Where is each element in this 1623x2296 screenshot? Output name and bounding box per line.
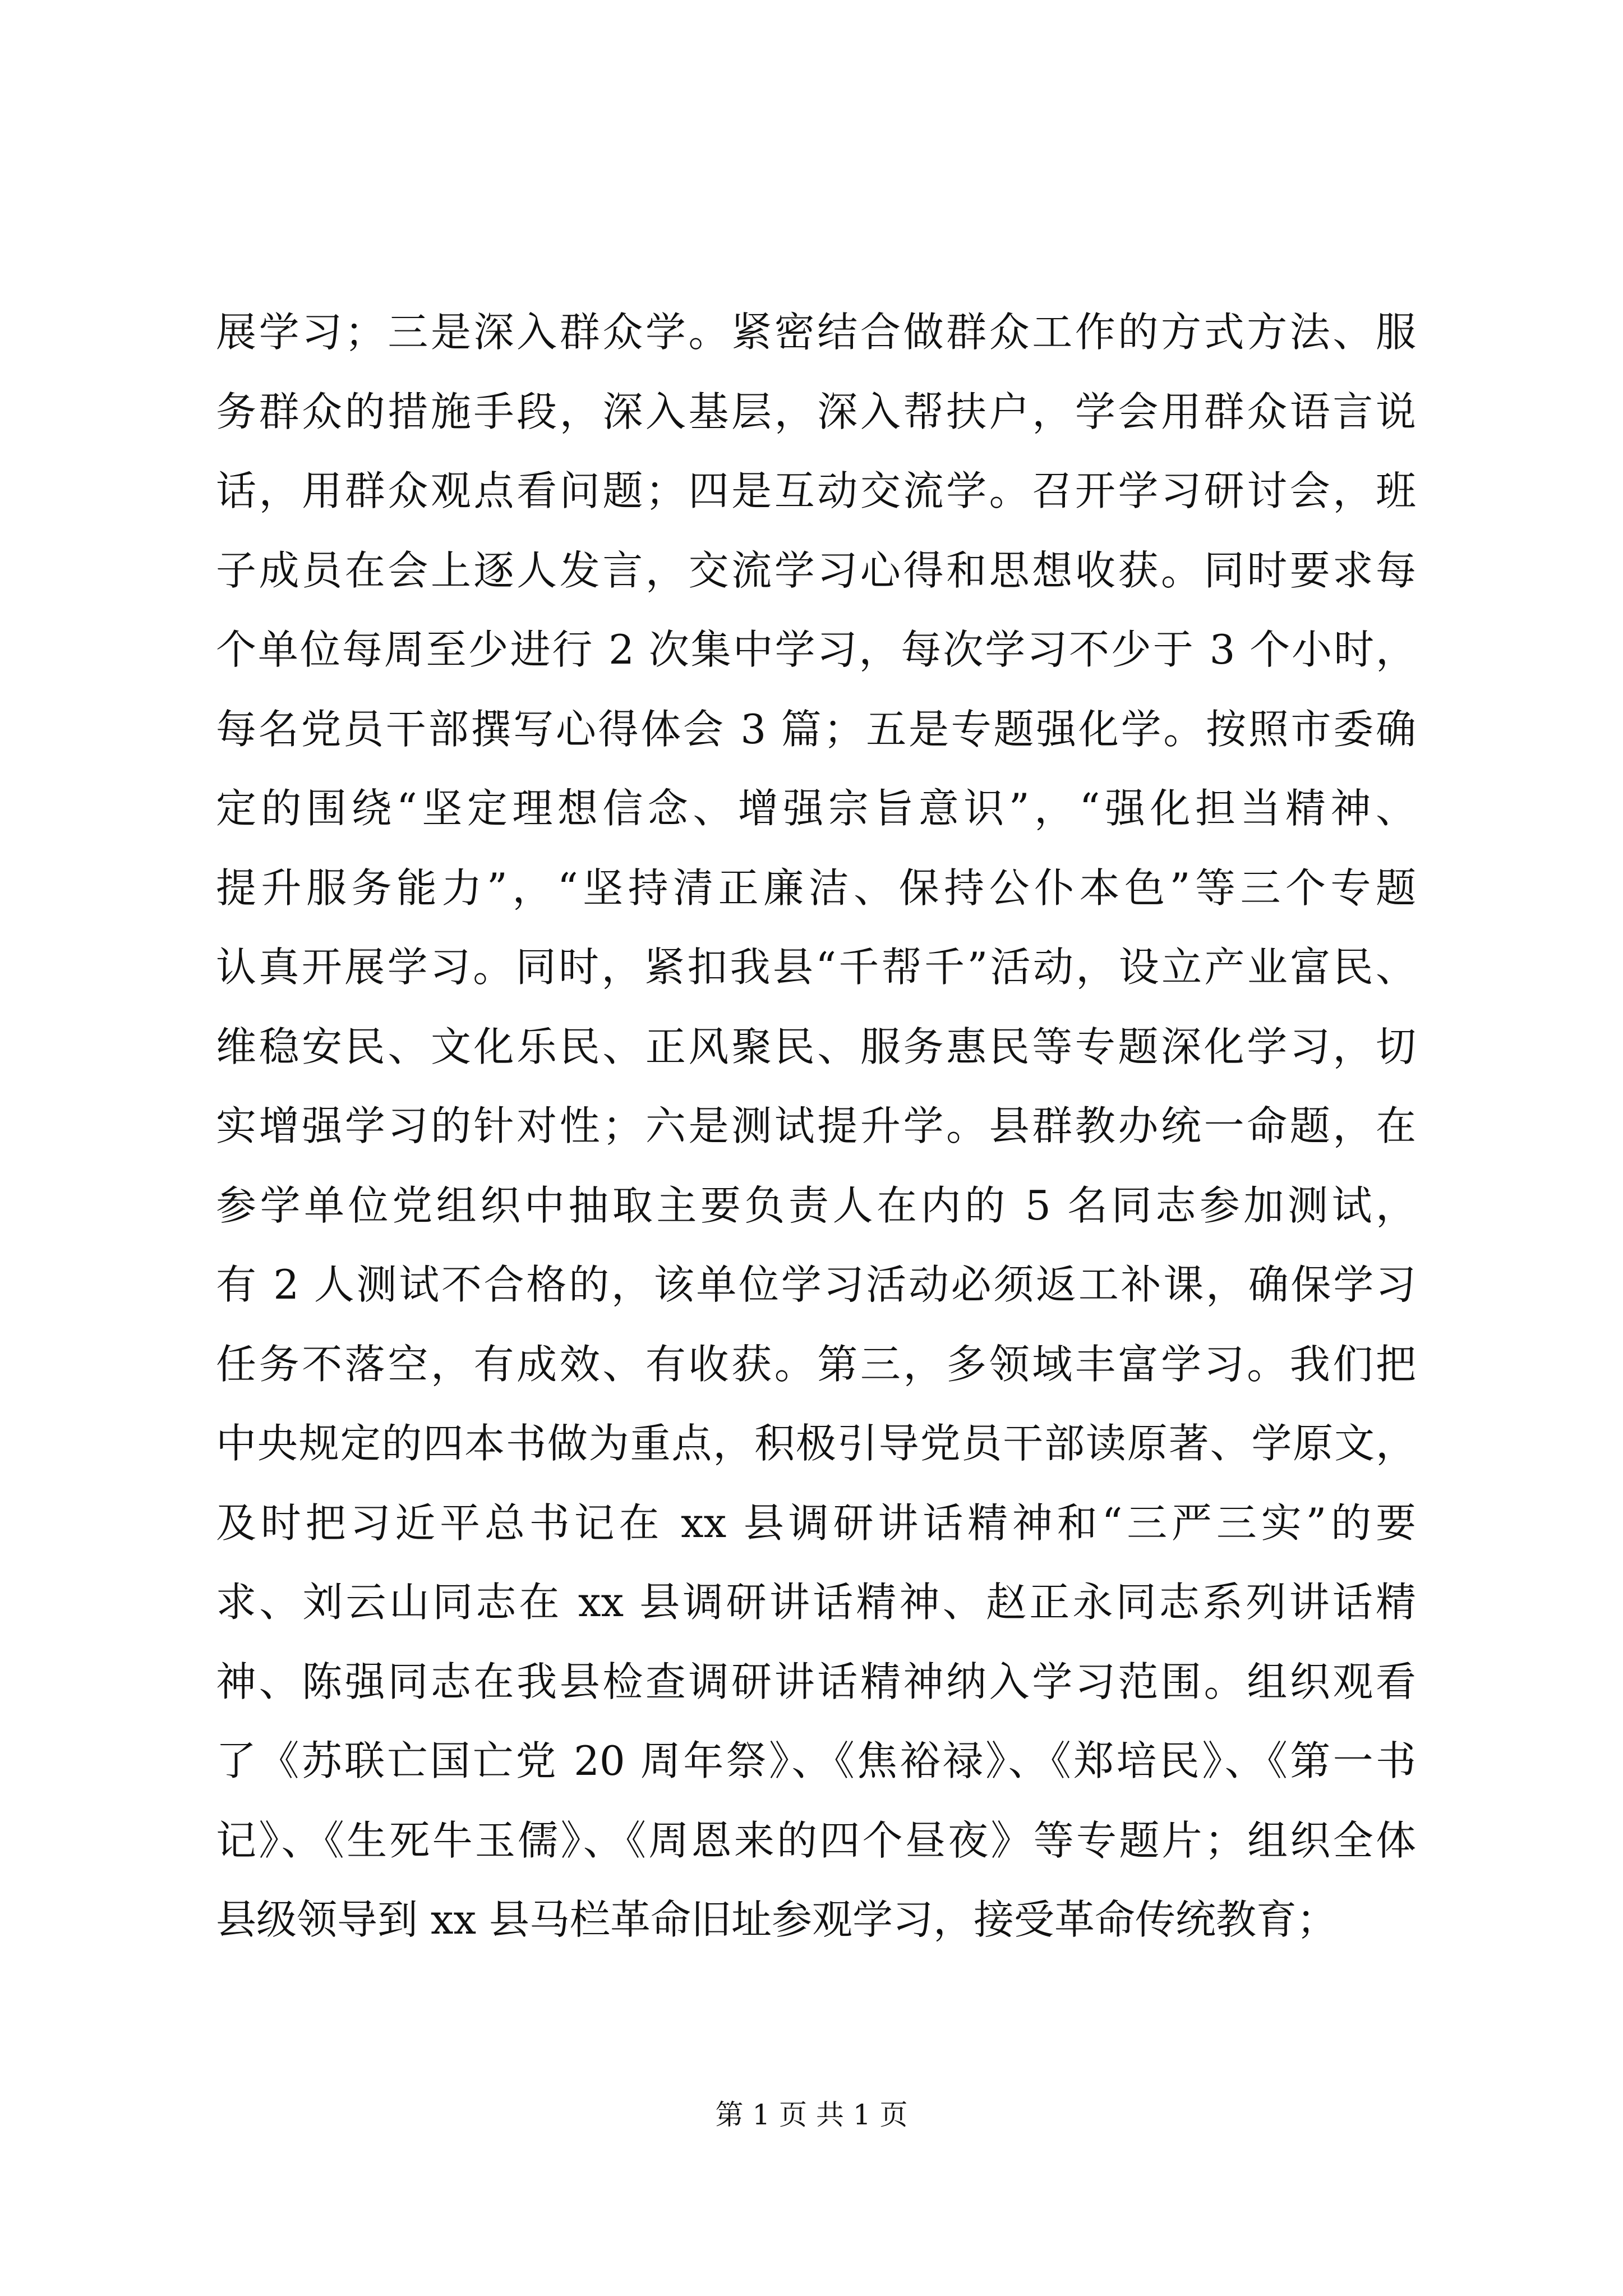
body-text [216,293,1416,1960]
text-line: 定的围绕“坚定理想信念、增强宗旨意识”，“强化担当精神、 [216,785,1416,832]
text-line: 记》、《生死牛玉儒》、《周恩来的四个昼夜》等专题片；组织全体 [216,1816,1416,1864]
text-line: 认真开展学习。同时，紧扣我县“千帮千”活动，设立产业富民、 [216,944,1416,991]
text-line: 每名党员干部撰写心得体会 3 篇；五是专题强化学。按照市委确 [216,705,1416,753]
text-line: 县级领导到 xx 县马栏革命旧址参观学习，接受革命传统教育； [216,1896,1337,1943]
text-line: 提升服务能力”，“坚持清正廉洁、保持公仆本色”等三个专题 [216,864,1416,912]
text-line: 了《苏联亡国亡党 20 周年祭》、《焦裕禄》、《郑培民》、《第一书 [216,1737,1416,1784]
text-line: 及时把习近平总书记在 xx 县调研讲话精神和“三严三实”的要 [216,1499,1416,1547]
text-line: 务群众的措施手段，深入基层，深入帮扶户，学会用群众语言说 [216,388,1416,435]
text-line: 展学习；三是深入群众学。紧密结合做群众工作的方式方法、服 [216,309,1416,356]
page-footer: 第 1 页 共 1 页 [715,2099,908,2131]
text-line: 参学单位党组织中抽取主要负责人在内的 5 名同志参加测试， [216,1181,1416,1229]
text-line: 神、陈强同志在我县检查调研讲话精神纳入学习范围。组织观看 [216,1658,1416,1705]
text-line: 话，用群众观点看问题；四是互动交流学。召开学习研讨会，班 [216,467,1416,514]
text-line: 子成员在会上逐人发言，交流学习心得和思想收获。同时要求每 [216,546,1416,594]
text-line: 个单位每周至少进行 2 次集中学习，每次学习不少于 3 个小时， [216,626,1416,673]
text-line: 中央规定的四本书做为重点，积极引导党员干部读原著、学原文， [216,1420,1416,1467]
text-line: 求、刘云山同志在 xx 县调研讲话精神、赵正永同志系列讲话精 [216,1579,1416,1626]
text-line: 有 2 人测试不合格的，该单位学习活动必须返工补课，确保学习 [216,1261,1416,1308]
text-line: 任务不落空，有成效、有收获。第三，多领域丰富学习。我们把 [216,1340,1416,1388]
text-line: 实增强学习的针对性；六是测试提升学。县群教办统一命题，在 [216,1102,1416,1149]
text-line: 维稳安民、文化乐民、正风聚民、服务惠民等专题深化学习，切 [216,1023,1416,1070]
